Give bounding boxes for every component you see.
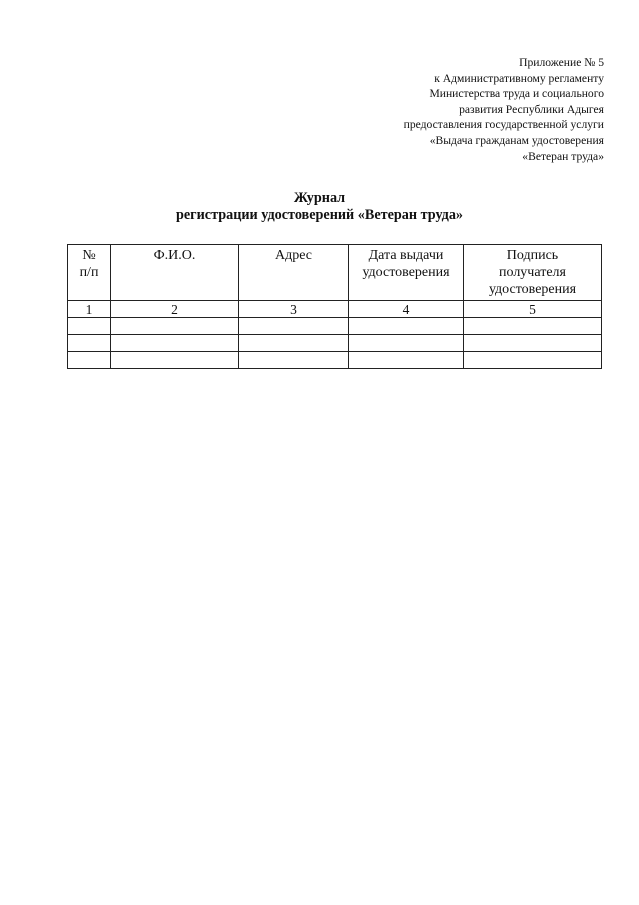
header-text: п/п — [79, 265, 99, 280]
appendix-line: к Административному регламенту — [434, 71, 604, 85]
table-cell — [464, 335, 602, 352]
column-number: 1 — [68, 301, 111, 318]
header-text: получателя — [499, 265, 566, 280]
table-cell — [111, 352, 239, 369]
column-number: 2 — [111, 301, 239, 318]
appendix-line: предоставления государственной услуги — [403, 118, 604, 132]
table-row — [68, 318, 602, 335]
appendix-line: развития Республики Адыгея — [459, 102, 604, 116]
title-line-2: регистрации удостоверений «Ветеран труда» — [175, 207, 464, 223]
header-text: Ф.И.О. — [153, 248, 196, 263]
table-cell — [111, 335, 239, 352]
title-line-1: Журнал — [293, 190, 346, 206]
column-number: 4 — [349, 301, 464, 318]
column-number-row — [68, 301, 602, 318]
table-cell — [68, 352, 111, 369]
registration-table — [67, 244, 602, 369]
column-number: 3 — [239, 301, 349, 318]
table-cell — [239, 352, 349, 369]
header-signature — [464, 245, 602, 301]
table-header-row — [68, 245, 602, 301]
appendix-note — [344, 55, 604, 164]
header-fio — [111, 245, 239, 301]
header-number — [68, 245, 111, 301]
document-title — [0, 190, 639, 224]
table-cell — [349, 335, 464, 352]
table-cell — [464, 352, 602, 369]
appendix-line: Министерства труда и социального — [429, 87, 604, 101]
table-cell — [464, 318, 602, 335]
column-number: 5 — [464, 301, 602, 318]
table-row — [68, 352, 602, 369]
header-text: Дата выдачи — [368, 248, 444, 263]
appendix-line: «Ветеран труда» — [522, 149, 604, 163]
appendix-line: «Выдача гражданам удостоверения — [429, 133, 604, 147]
table-cell — [239, 335, 349, 352]
table-cell — [349, 352, 464, 369]
appendix-line: Приложение № 5 — [519, 56, 604, 69]
table-cell — [239, 318, 349, 335]
table-cell — [111, 318, 239, 335]
header-text: Адрес — [274, 248, 312, 263]
header-text: удостоверения — [488, 282, 577, 297]
table-cell — [349, 318, 464, 335]
header-issue-date — [349, 245, 464, 301]
header-text: удостоверения — [362, 265, 450, 280]
header-address — [239, 245, 349, 301]
table-cell — [68, 318, 111, 335]
header-text: № — [82, 248, 96, 263]
table-cell — [68, 335, 111, 352]
table-row — [68, 335, 602, 352]
header-text: Подпись — [506, 248, 559, 263]
